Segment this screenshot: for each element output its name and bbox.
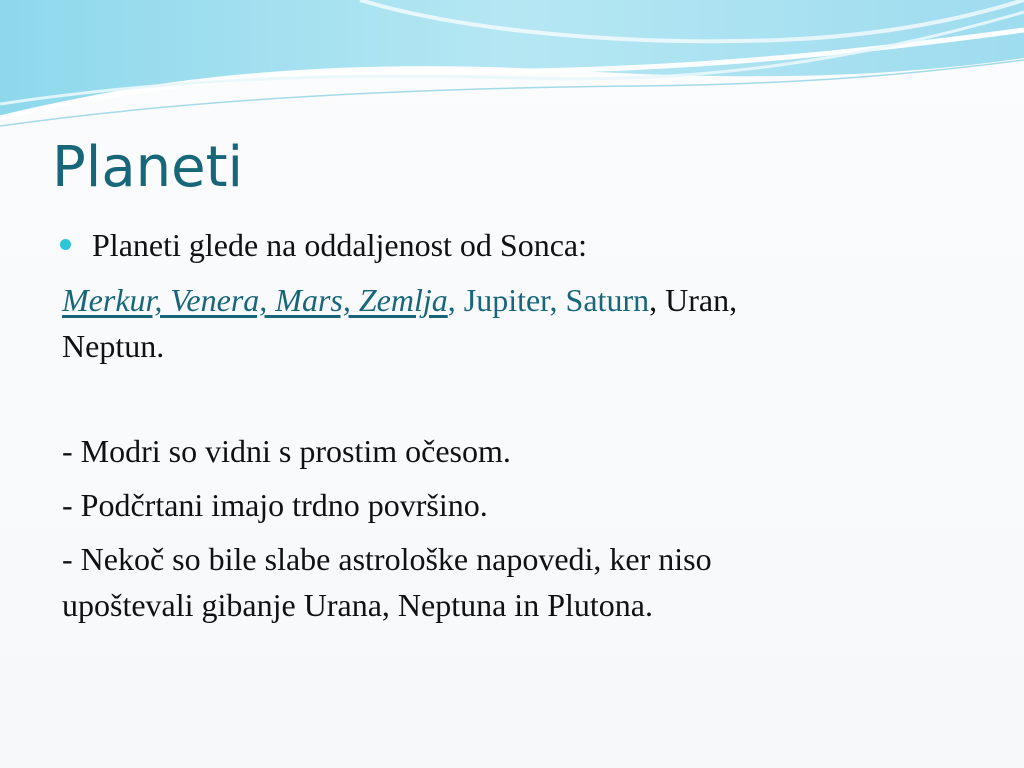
planet-separator: ,	[447, 282, 456, 318]
note-astrology-line2: upoštevali gibanje Urana, Neptuna in Plutona.	[62, 587, 653, 623]
slide-title: Planeti	[52, 135, 244, 200]
other-planets-line1: , Uran,	[649, 282, 738, 318]
header-wave-decoration	[0, 0, 1024, 130]
visible-planets: Jupiter, Saturn	[455, 282, 650, 318]
bullet-icon	[60, 239, 71, 250]
bullet-item	[62, 222, 962, 268]
note-astrology	[62, 536, 962, 628]
note-underlined-solid: - Podčrtani imajo trdno površino.	[62, 487, 488, 523]
note-astrology-line1: - Nekoč so bile slabe astrološke napovedi, ker niso	[62, 541, 712, 577]
slide-body	[62, 222, 962, 628]
other-planets-line2: Neptun.	[62, 328, 165, 364]
solid-visible-planets: Merkur, Venera, Mars, Zemlja	[62, 282, 448, 318]
bullet-text: Planeti glede na oddaljenost od Sonca:	[92, 227, 587, 263]
note-blue-visible: - Modri so vidni s prostim očesom.	[62, 433, 511, 469]
planet-list	[62, 277, 962, 369]
